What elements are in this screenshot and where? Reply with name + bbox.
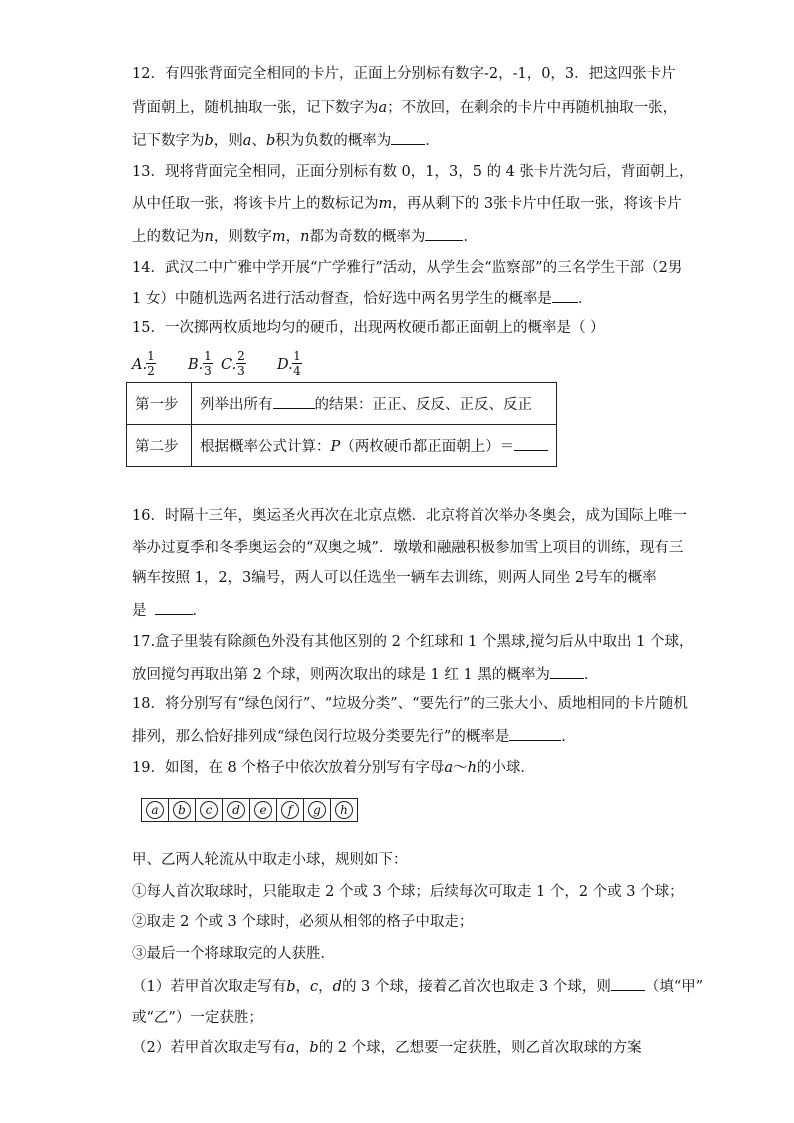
- q19-part-2-line-1: （2）若甲首次取走写有a，b的 2 个球，乙想要一定获胜，则乙首次取球的方案: [132, 1040, 642, 1056]
- ball-a[interactable]: a: [146, 801, 164, 819]
- q14-line-2: 1 女）中随机选两名进行活动督查，恰好选中两名男学生的概率是 ．: [132, 288, 592, 309]
- q19-part-1-line-1: （1）若甲首次取走写有b，c，d的 3 个球，接着乙首次也取走 3 个球，则 （填“甲”: [132, 976, 703, 997]
- step-content: 列举出所有 的结果：正正、反反、正反、反正: [192, 383, 557, 425]
- option-a-fraction: $\frac{1}{2}$: [147, 349, 155, 378]
- option-b-fraction: $\frac{1}{3}$: [204, 349, 212, 378]
- q13-line-2: 从中任取一张，将该卡片上的数标记为m，再从剩下的 3张卡片中任取一张，将该卡片: [132, 196, 682, 212]
- grid-cell[interactable]: [222, 799, 249, 821]
- option-b-label[interactable]: B.: [188, 357, 204, 373]
- q12-answer-blank[interactable]: [391, 130, 425, 145]
- table-row: [127, 425, 557, 467]
- ball-b[interactable]: b: [173, 801, 191, 819]
- q18-line-1: 18．将分别写有“绿色闵行”、“垃圾分类”、“要先行”的三张大小、质地相同的卡片随机: [132, 696, 688, 712]
- ball-f[interactable]: f: [281, 801, 299, 819]
- grid-cell[interactable]: [142, 799, 168, 821]
- q16-line-4: 是 ．: [132, 600, 207, 621]
- q16-line-1: 16．时隔十三年，奥运圣火再次在北京点燃．北京将首次举办冬奥会，成为国际上唯一: [132, 508, 687, 524]
- step2-blank[interactable]: [514, 436, 548, 451]
- step1-blank[interactable]: [273, 394, 315, 409]
- grid-cell[interactable]: [276, 799, 303, 821]
- step-label: 第二步: [127, 425, 192, 467]
- option-a-label[interactable]: A.: [132, 357, 148, 373]
- step-content: 根据概率公式计算：P（两枚硬币都正面朝上）＝: [192, 425, 557, 467]
- q13-answer-blank[interactable]: [425, 226, 463, 241]
- q16-answer-blank[interactable]: [155, 600, 193, 615]
- q13-line-1: 13．现将背面完全相同，正面分别标有数 0，1，3，5 的 4 张卡片洗匀后，背面朝上，: [132, 164, 694, 180]
- q14-line-1: 14．武汉二中广雅中学开展“广学雅行”活动，从学生会“监察部”的三名学生干部（2男: [132, 260, 683, 276]
- q17-answer-blank[interactable]: [550, 664, 584, 679]
- q17-line-2: 放回搅匀再取出第 2 个球，则两次取出的球是 1 红 1 黑的概率为 ．: [132, 664, 598, 685]
- option-d-fraction: $\frac{1}{4}$: [293, 349, 301, 378]
- q12-line-1: 12．有四张背面完全相同的卡片，正面上分别标有数字-2，-1，0，3．把这四张卡片: [132, 66, 676, 82]
- q15-steps-table: [126, 382, 557, 467]
- q19-line-1: 19．如图，在 8 个格子中依次放着分别写有字母a～h的小球．: [132, 760, 535, 776]
- ball-c[interactable]: c: [200, 801, 218, 819]
- ball-h[interactable]: h: [335, 801, 353, 819]
- q19-part-1-blank[interactable]: [611, 976, 645, 991]
- q15-line-1: 15．一次掷两枚质地均匀的硬币，出现两枚硬币都正面朝上的概率是（ ）: [132, 320, 605, 336]
- grid-cell[interactable]: [303, 799, 330, 821]
- ball-g[interactable]: g: [308, 801, 326, 819]
- grid-cell[interactable]: [249, 799, 276, 821]
- q18-line-2: 排列，那么恰好排列成“绿色闵行垃圾分类要先行”的概率是 ．: [132, 726, 576, 747]
- q19-rule-2: ②取走 2 个或 3 个球时，必须从相邻的格子中取走；: [132, 914, 474, 930]
- q16-line-2: 举办过夏季和冬季奥运会的“双奥之城”．墩墩和融融积极参加雪上项目的训练，现有三: [132, 540, 684, 556]
- grid-cell[interactable]: [195, 799, 222, 821]
- option-c-fraction: $\frac{2}{3}$: [237, 349, 245, 378]
- q18-answer-blank[interactable]: [509, 726, 561, 741]
- q16-line-3: 辆车按照 1，2，3编号，两人可以任选坐一辆车去训练，则两人同坐 2号车的概率: [132, 570, 657, 586]
- ball-e[interactable]: e: [254, 801, 272, 819]
- q19-intro: 甲、乙两人轮流从中取走小球，规则如下：: [132, 852, 408, 868]
- ball-d[interactable]: d: [227, 801, 245, 819]
- q12-line-2: 背面朝上，随机抽取一张，记下数字为a；不放回，在剩余的卡片中再随机抽取一张，: [132, 100, 678, 116]
- q19-part-1-line-2: 或“乙”）一定获胜；: [132, 1010, 263, 1026]
- q17-line-1: 17.盒子里装有除颜色外没有其他区别的 2 个红球和 1 个黑球,搅匀后从中取出 1 个球，: [132, 634, 694, 650]
- q12-line-3: 记下数字为b，则a、b积为负数的概率为 ．: [132, 130, 440, 151]
- q13-line-3: 上的数记为n，则数字m，n都为奇数的概率为 ．: [132, 226, 478, 247]
- q19-rule-3: ③最后一个将球取完的人获胜．: [132, 946, 335, 962]
- ball-grid: [141, 798, 358, 822]
- step-label: 第一步: [127, 383, 192, 425]
- table-row: [127, 383, 557, 425]
- option-c-label[interactable]: C.: [221, 357, 237, 373]
- grid-cell[interactable]: [168, 799, 195, 821]
- grid-cell[interactable]: [330, 799, 357, 821]
- q14-answer-blank[interactable]: [552, 288, 578, 303]
- q19-rule-1: ①每人首次取球时，只能取走 2 个或 3 个球；后续每次可取走 1 个，2 个或 3 个球；: [132, 884, 684, 900]
- option-d-label[interactable]: D.: [277, 357, 293, 373]
